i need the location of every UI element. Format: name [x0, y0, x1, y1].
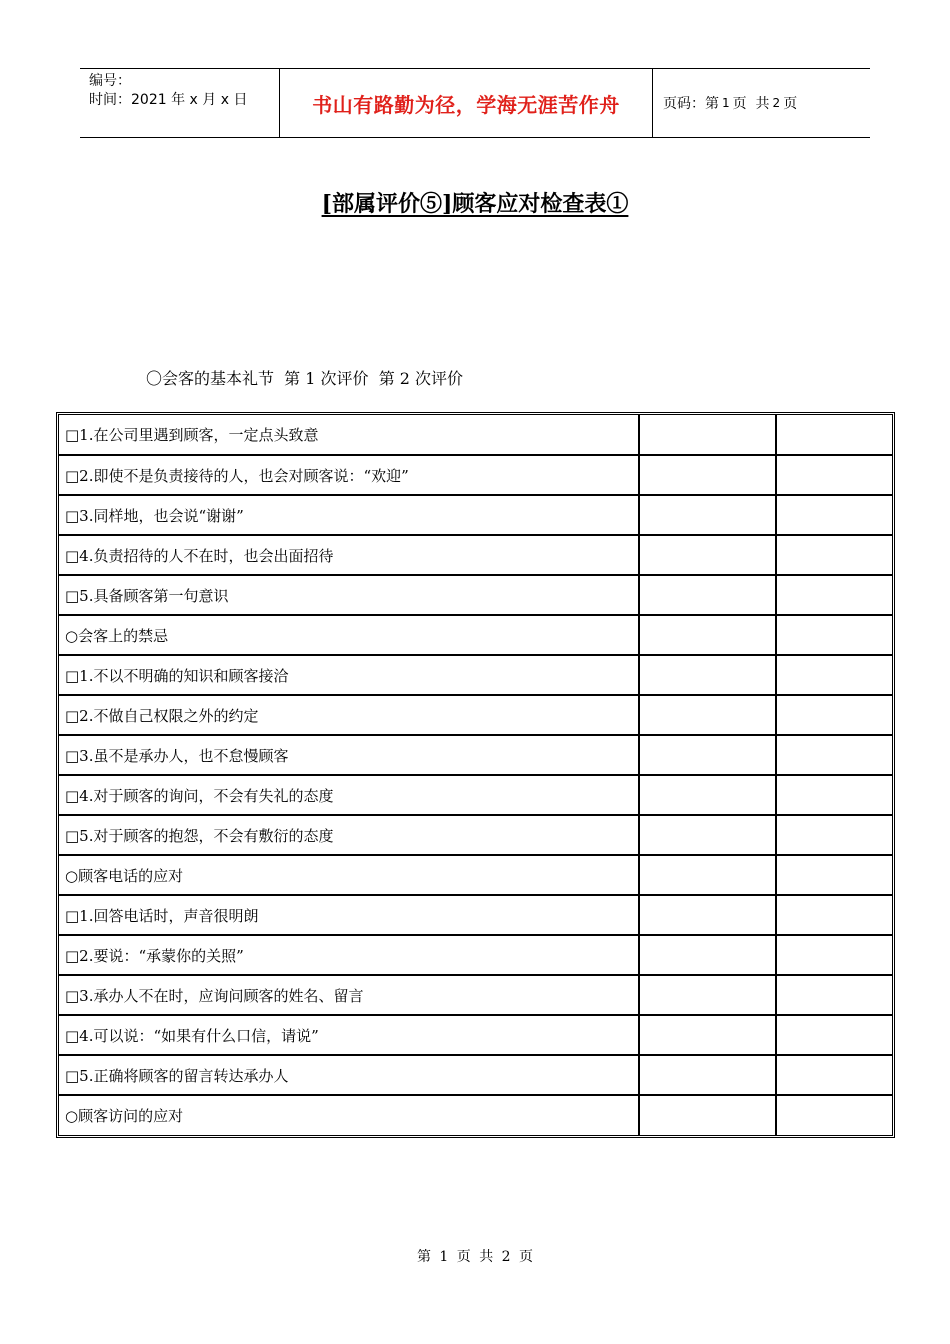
second-evaluation-cell[interactable] — [776, 1095, 892, 1135]
second-evaluation-cell[interactable] — [776, 495, 892, 535]
checklist-item-text: □4.对于顾客的询问，不会有失礼的态度 — [59, 775, 639, 815]
second-evaluation-cell[interactable] — [776, 815, 892, 855]
header-time-label: 时间：2021 年 x 月 x 日 — [89, 92, 248, 108]
checklist-item-text: □2.即使不是负责接待的人，也会对顾客说：“欢迎” — [59, 455, 639, 495]
checklist-item-text: ○顾客访问的应对 — [59, 1095, 639, 1135]
table-row — [59, 575, 892, 615]
second-evaluation-cell[interactable] — [776, 1055, 892, 1095]
second-evaluation-cell[interactable] — [776, 895, 892, 935]
page-footer: 第 1 页 共 2 页 — [416, 1249, 534, 1265]
first-evaluation-cell[interactable] — [639, 775, 776, 815]
first-evaluation-cell[interactable] — [639, 535, 776, 575]
second-evaluation-cell[interactable] — [776, 455, 892, 495]
first-evaluation-cell[interactable] — [639, 1055, 776, 1095]
checklist-item-text: □3.同样地，也会说“谢谢” — [59, 495, 639, 535]
header-page-total: 2 — [772, 96, 781, 110]
second-evaluation-cell[interactable] — [776, 975, 892, 1015]
second-evaluation-cell[interactable] — [776, 695, 892, 735]
second-evaluation-cell[interactable] — [776, 535, 892, 575]
page-header — [80, 68, 870, 138]
first-evaluation-cell[interactable] — [639, 855, 776, 895]
second-evaluation-cell[interactable] — [776, 575, 892, 615]
checklist-item-text: □5.具备顾客第一句意识 — [59, 575, 639, 615]
second-evaluation-cell[interactable] — [776, 775, 892, 815]
table-row — [59, 815, 892, 855]
first-evaluation-cell[interactable] — [639, 815, 776, 855]
checklist-item-text: □1.不以不明确的知识和顾客接洽 — [59, 655, 639, 695]
table-row — [59, 975, 892, 1015]
second-evaluation-cell[interactable] — [776, 735, 892, 775]
table-row — [59, 455, 892, 495]
table-row — [59, 895, 892, 935]
table-row — [59, 775, 892, 815]
table-row — [59, 415, 892, 455]
table-row — [59, 695, 892, 735]
first-evaluation-cell[interactable] — [639, 1095, 776, 1135]
second-evaluation-cell[interactable] — [776, 655, 892, 695]
table-row — [59, 935, 892, 975]
checklist-item-text: ○顾客电话的应对 — [59, 855, 639, 895]
first-evaluation-cell[interactable] — [639, 695, 776, 735]
second-evaluation-cell[interactable] — [776, 935, 892, 975]
table-row — [59, 615, 892, 655]
table-row — [59, 1055, 892, 1095]
checklist-item-text: □5.对于顾客的抱怨，不会有敷衍的态度 — [59, 815, 639, 855]
document-title: [部属评价⑤]顾客应对检查表① — [321, 191, 629, 217]
checklist-item-text: □3.虽不是承办人，也不怠慢顾客 — [59, 735, 639, 775]
table-row — [59, 855, 892, 895]
checklist-item-text: □2.不做自己权限之外的约定 — [59, 695, 639, 735]
second-evaluation-cell[interactable] — [776, 415, 892, 455]
header-meta — [80, 69, 280, 137]
header-page-prefix: 页码：第 — [663, 96, 719, 112]
second-evaluation-cell[interactable] — [776, 1015, 892, 1055]
header-motto: 书山有路勤为径，学海无涯苦作舟 — [280, 69, 653, 137]
checklist-item-text: □2.要说：“承蒙你的关照” — [59, 935, 639, 975]
checklist-item-text: □3.承办人不在时，应询问顾客的姓名、留言 — [59, 975, 639, 1015]
checklist-body — [59, 415, 892, 1135]
header-page-info — [653, 69, 870, 137]
first-evaluation-cell[interactable] — [639, 1015, 776, 1055]
header-number-label: 编号： — [89, 73, 131, 89]
first-evaluation-cell[interactable] — [639, 655, 776, 695]
table-row — [59, 535, 892, 575]
first-evaluation-cell[interactable] — [639, 935, 776, 975]
first-evaluation-cell[interactable] — [639, 455, 776, 495]
checklist-table — [56, 412, 895, 1138]
checklist-item-text: □5.正确将顾客的留言转达承办人 — [59, 1055, 639, 1095]
checklist-item-text: ○会客上的禁忌 — [59, 615, 639, 655]
table-row — [59, 495, 892, 535]
header-page-current: 1 — [722, 96, 730, 110]
header-page-suffix: 页 — [783, 96, 798, 112]
table-row — [59, 735, 892, 775]
checklist-item-text: □1.回答电话时，声音很明朗 — [59, 895, 639, 935]
table-row — [59, 655, 892, 695]
first-evaluation-cell[interactable] — [639, 495, 776, 535]
section-heading: 〇会客的基本礼节 第 1 次评价 第 2 次评价 — [146, 369, 464, 388]
second-evaluation-cell[interactable] — [776, 615, 892, 655]
checklist-item-text: □1.在公司里遇到顾客，一定点头致意 — [59, 415, 639, 455]
table-row — [59, 1095, 892, 1135]
first-evaluation-cell[interactable] — [639, 895, 776, 935]
first-evaluation-cell[interactable] — [639, 615, 776, 655]
header-page-mid: 页 共 — [732, 96, 770, 112]
first-evaluation-cell[interactable] — [639, 575, 776, 615]
first-evaluation-cell[interactable] — [639, 735, 776, 775]
checklist-item-text: □4.负责招待的人不在时，也会出面招待 — [59, 535, 639, 575]
second-evaluation-cell[interactable] — [776, 855, 892, 895]
table-row — [59, 1015, 892, 1055]
checklist-item-text: □4.可以说：“如果有什么口信，请说” — [59, 1015, 639, 1055]
first-evaluation-cell[interactable] — [639, 415, 776, 455]
first-evaluation-cell[interactable] — [639, 975, 776, 1015]
